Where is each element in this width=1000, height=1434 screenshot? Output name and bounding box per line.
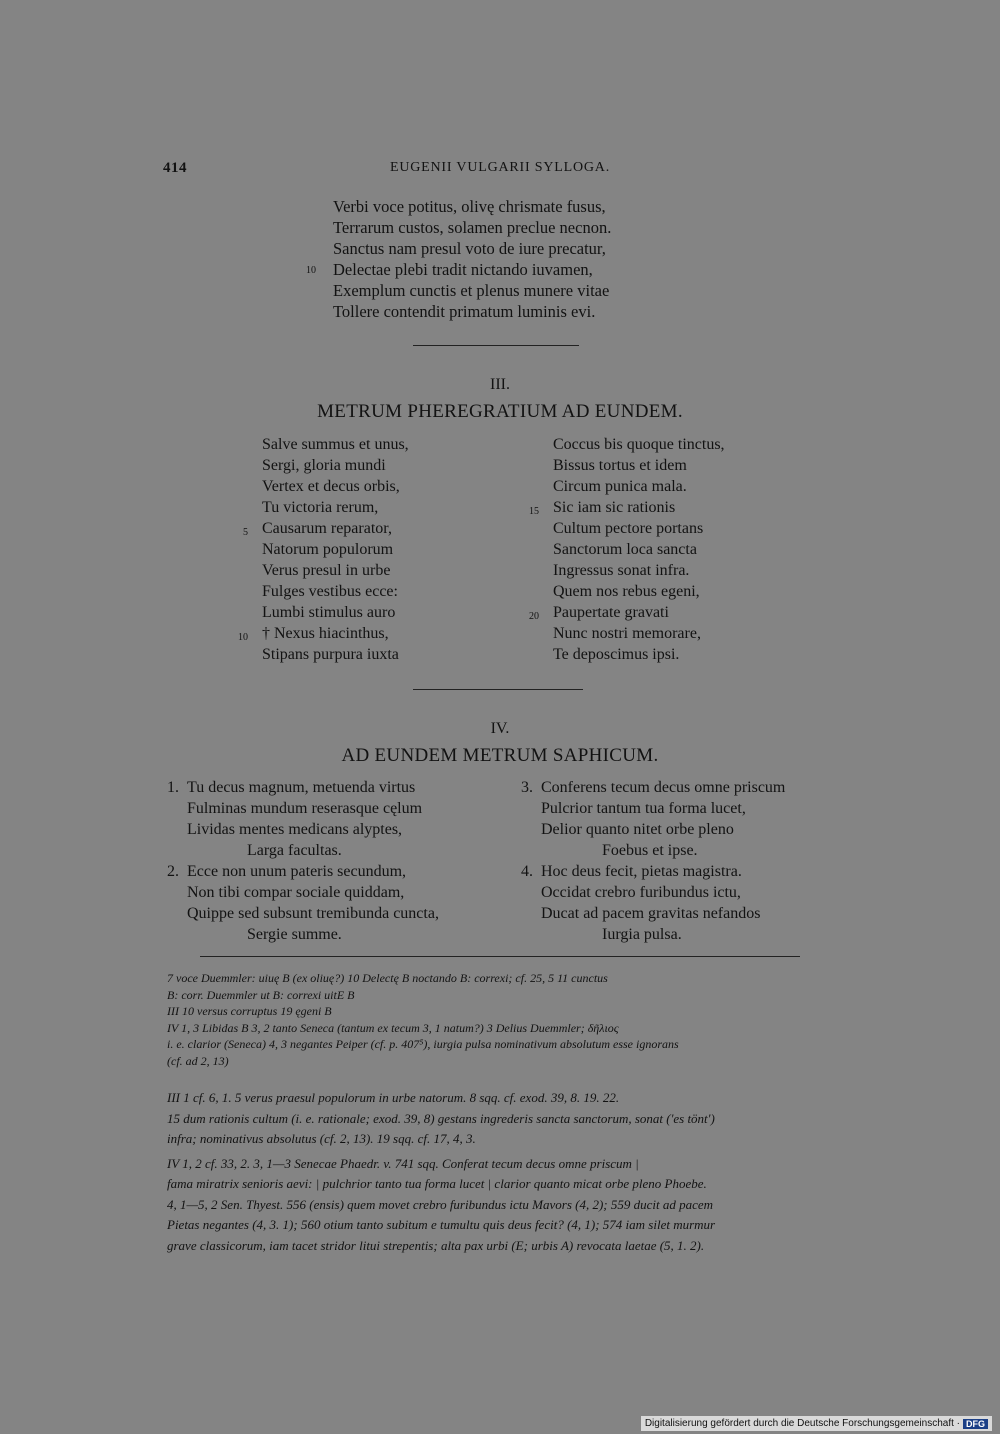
verse-line: Circum punica mala. (553, 478, 687, 495)
verse-line: Stipans purpura iuxta (262, 646, 399, 663)
poem-line: Delectae plebi tradit nictando iuvamen, (333, 260, 593, 279)
commentary-line: infra; nominativus absolutus (cf. 2, 13). 19 sqq. cf. 17, 4, 3. (167, 1131, 476, 1146)
commentary-line: 15 dum rationis cultum (i. e. rationale; exod. 39, 8) gestans ingrederis sancta sanctorum, sonat ('es tönt') (167, 1110, 715, 1126)
verse-line: Vertex et decus orbis, (262, 478, 400, 495)
commentary-line: III 1 cf. 6, 1. 5 verus praesul populorum in urbe natorum. 8 sqq. cf. exod. 39, 8. 19. 22. (167, 1090, 620, 1105)
poem-line: Terrarum custos, solamen preclue necnon. (333, 218, 612, 237)
apparatus-line: 7 voce Duemmler: uiuę B (ex oliuę?) 10 Delectę B noctando B: correxi; cf. 25, 5 11 cunctus (167, 971, 608, 985)
verse-line: 20 Paupertate gravati (529, 604, 669, 622)
apparatus-line: (cf. ad 2, 13) (167, 1053, 229, 1068)
verse-line: Verus presul in urbe (262, 562, 391, 579)
apparatus-divider (200, 956, 800, 957)
stanza-column-left (167, 777, 439, 945)
apparatus-line: IV 1, 3 Libidas B 3, 2 tanto Seneca (tantum ex tecum 3, 1 natum?) 3 Delius Duemmler; δῆλιος (167, 1020, 619, 1035)
verse-line: Larga facultas. (247, 842, 342, 859)
verse-line: Lividas mentes medicans alyptes, (187, 821, 403, 838)
poem-line: Tollere contendit primatum luminis evi. (333, 302, 596, 321)
apparatus-line: III 10 versus corruptus 19 ęgeni B (167, 1004, 332, 1018)
apparatus-line: i. e. clarior (Seneca) 4, 3 negantes Peiper (cf. p. 407⁵), iurgia pulsa nominativum absolutum esse ignorans (167, 1037, 679, 1051)
verse-line: 2. Ecce non unum pateris secundum, (167, 863, 407, 880)
page-number: 414 (163, 160, 187, 176)
verse-line: Non tibi compar sociale quiddam, (187, 884, 405, 901)
section-number: III. (490, 376, 510, 393)
section-number: IV. (490, 720, 510, 737)
verse-line: Salve summus et unus, (262, 436, 409, 453)
verse-line: Bissus tortus et idem (553, 457, 687, 474)
section-title: METRUM PHEREGRATIUM AD EUNDEM. (317, 401, 683, 422)
section-title: AD EUNDEM METRUM SAPHICUM. (341, 745, 659, 766)
apparatus-line: B: corr. Duemmler ut B: correxi uitE B (167, 987, 355, 1002)
running-title: EUGENII VULGARII SYLLOGA. (390, 160, 610, 175)
verse-line: 5 Causarum reparator, (243, 520, 392, 538)
commentary-line: IV 1, 2 cf. 33, 2. 3, 1—3 Senecae Phaedr. v. 741 sqq. Conferat tecum decus omne priscum | (167, 1155, 639, 1171)
stanza-column-right (521, 777, 786, 945)
verse-line: Tu victoria rerum, (262, 499, 379, 516)
verse-line: 3. Conferens tecum decus omne priscum (521, 779, 786, 796)
verse-line: Natorum populorum (262, 541, 394, 558)
verse-line: Ingressus sonat infra. (553, 562, 690, 579)
verse-line: 4. Hoc deus fecit, pietas magistra. (521, 863, 742, 880)
verse-line: 1. Tu decus magnum, metuenda virtus (167, 779, 416, 796)
dfg-logo-icon: DFG (963, 1419, 988, 1429)
verse-line: Coccus bis quoque tinctus, (553, 436, 725, 453)
verse-line: Pulcrior tantum tua forma lucet, (541, 800, 746, 817)
verse-line: Iurgia pulsa. (602, 926, 682, 943)
verse-line: Lumbi stimulus auro (262, 604, 396, 621)
commentary-line: Pietas negantes (4, 3. 1); 560 otium tanto subitum e tumultu quis deus fecit? (4, 1); 574 iam silet murmur (167, 1217, 716, 1232)
credit-text: Digitalisierung gefördert durch die Deutsche Forschungsgemeinschaft · (644, 1418, 960, 1429)
section-divider (413, 345, 579, 346)
verse-line: Occidat crebro furibundus ictu, (541, 884, 741, 901)
column-right (529, 434, 725, 665)
line-number: 10 (306, 265, 316, 276)
poem-line: Verbi voce potitus, olivę chrismate fusus, (333, 197, 606, 216)
column-left (238, 434, 409, 665)
verse-line: Ducat ad pacem gravitas nefandos (541, 905, 761, 922)
verse-line: Sanctorum loca sancta (553, 541, 697, 558)
verse-line: Sergi, gloria mundi (262, 457, 386, 474)
verse-line: Delior quanto nitet orbe pleno (541, 821, 734, 838)
commentary-line: grave classicorum, iam tacet stridor litui strepentis; alta pax urbi (E; urbis A) revocata laetae (5, 1. 2). (167, 1237, 705, 1253)
critical-apparatus (167, 970, 837, 1069)
verse-line: Fulges vestibus ecce: (262, 583, 398, 600)
poem-line: Exemplum cunctis et plenus munere vitae (333, 281, 610, 300)
commentary-notes (167, 1088, 837, 1256)
verse-line: Quippe sed subsunt tremibunda cuncta, (187, 905, 439, 922)
verse-line: Sergie summe. (247, 926, 342, 943)
verse-line: Cultum pectore portans (553, 520, 704, 537)
poem-line: Sanctus nam presul voto de iure precatur, (333, 239, 606, 258)
verse-line: 10 † Nexus hiacinthus, (238, 625, 389, 643)
digitization-credit (641, 1416, 992, 1431)
poem-top (333, 196, 611, 322)
commentary-line: 4, 1—5, 2 Sen. Thyest. 556 (ensis) quem movet crebro furibundus ictu Mavors (4, 2); 559 ducit ad pacem (167, 1196, 714, 1212)
verse-line: Te deposcimus ipsi. (553, 646, 680, 663)
section-divider (413, 689, 583, 690)
verse-line: Quem nos rebus egeni, (553, 583, 700, 600)
commentary-line: fama miratrix senioris aevi: | pulchrior tanto tua forma lucet | clarior quanto micat orbe pleno Phoebe. (167, 1176, 707, 1191)
verse-line: Nunc nostri memorare, (553, 625, 701, 642)
verse-line: 15 Sic iam sic rationis (529, 499, 676, 517)
verse-line: Fulminas mundum reserasque cęlum (187, 800, 423, 817)
verse-line: Foebus et ipse. (602, 842, 698, 859)
